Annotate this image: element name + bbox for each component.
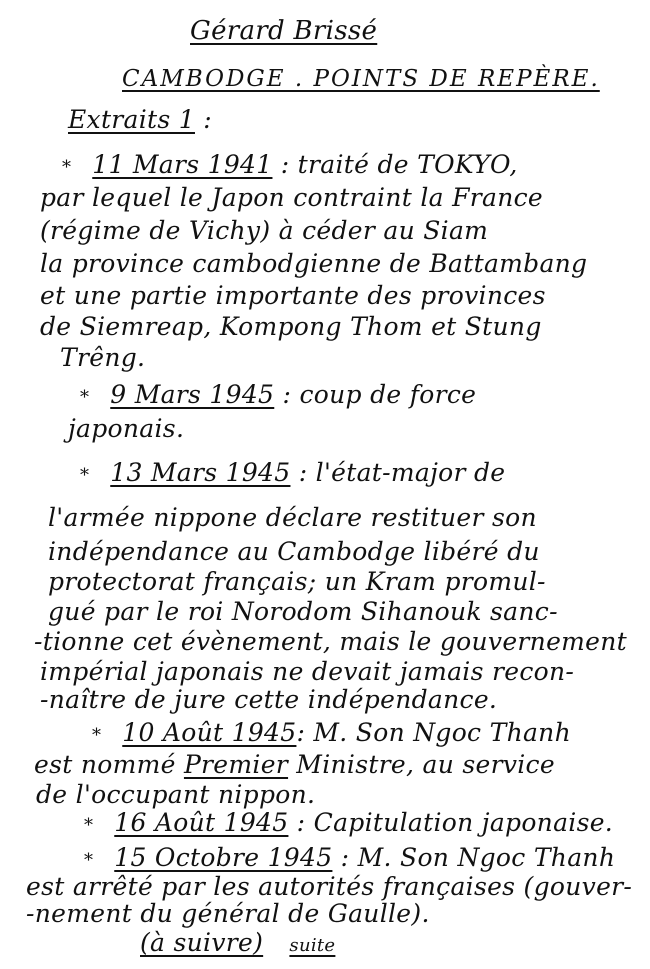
entry-line: protectorat français; un Kram promul- — [48, 567, 546, 596]
entry-3-first-line — [80, 458, 505, 491]
section-heading — [68, 105, 212, 135]
entry-line: -tionne cet évènement, mais le gouvernement — [34, 627, 628, 656]
entry-line: gué par le roi Norodom Sihanouk sanc- — [48, 597, 558, 626]
entry-text: : M. Son Ngoc Thanh — [332, 843, 616, 872]
bullet-star-icon: * — [84, 850, 94, 871]
entry-line: -nement du général de Gaulle). — [26, 899, 430, 928]
page-title: CAMBODGE . POINTS DE REPÈRE. — [122, 66, 600, 92]
entry-line: et une partie importante des provinces — [40, 281, 546, 310]
entry-5-first-line — [84, 808, 613, 841]
section-label: Extraits 1 — [68, 105, 195, 134]
entry-line: est arrêté par les autorités françaises (gouver- — [26, 872, 633, 901]
bullet-star-icon: * — [92, 725, 102, 746]
entry-date: 9 Mars 1945 — [110, 380, 275, 409]
entry-line: de l'occupant nippon. — [36, 780, 316, 809]
entry-2-first-line — [80, 380, 476, 413]
entry-date: 13 Mars 1945 — [110, 458, 291, 487]
section-colon: : — [203, 105, 212, 134]
entry-text: : coup de force — [274, 380, 477, 409]
bullet-star-icon: * — [62, 157, 72, 178]
entry-line: japonais. — [68, 414, 185, 443]
entry-text: : l'état-major de — [290, 458, 506, 487]
entry-text: : traité de TOKYO, — [272, 150, 518, 179]
entry-line: de Siemreap, Kompong Thom et Stung — [40, 312, 542, 341]
entry-line: indépendance au Cambodge libéré du — [48, 537, 540, 566]
entry-1-first-line — [62, 150, 518, 183]
entry-date: 11 Mars 1941 — [92, 150, 273, 179]
entry-line: par lequel le Japon contraint la France — [40, 183, 543, 212]
entry-text: est nommé — [34, 750, 184, 779]
entry-line: Trêng. — [60, 343, 146, 372]
entry-text: : Capitulation japonaise. — [288, 808, 614, 837]
underlined-word: Premier — [183, 750, 289, 779]
entry-line: (régime de Vichy) à céder au Siam — [40, 216, 489, 245]
scribble-mark: suite — [289, 935, 336, 956]
entry-text: Ministre, au service — [288, 750, 555, 779]
author-name: Gérard Brissé — [190, 16, 378, 46]
to-follow-note: (à suivre) — [140, 928, 264, 957]
footer-line — [140, 928, 335, 961]
entry-line — [34, 750, 555, 780]
entry-line: -naître de jure cette indépendance. — [40, 685, 498, 714]
bullet-star-icon: * — [80, 387, 90, 408]
entry-4-first-line — [92, 718, 571, 751]
entry-line: impérial japonais ne devait jamais recon- — [40, 657, 575, 686]
entry-line: l'armée nippone déclare restituer son — [48, 503, 537, 532]
entry-date: 15 Octobre 1945 — [114, 843, 333, 872]
bullet-star-icon: * — [80, 465, 90, 486]
entry-date: 16 Août 1945 — [114, 808, 289, 837]
entry-date: 10 Août 1945 — [122, 718, 297, 747]
entry-line: la province cambodgienne de Battambang — [40, 249, 588, 278]
bullet-star-icon: * — [84, 815, 94, 836]
entry-text: : M. Son Ngoc Thanh — [296, 718, 571, 747]
